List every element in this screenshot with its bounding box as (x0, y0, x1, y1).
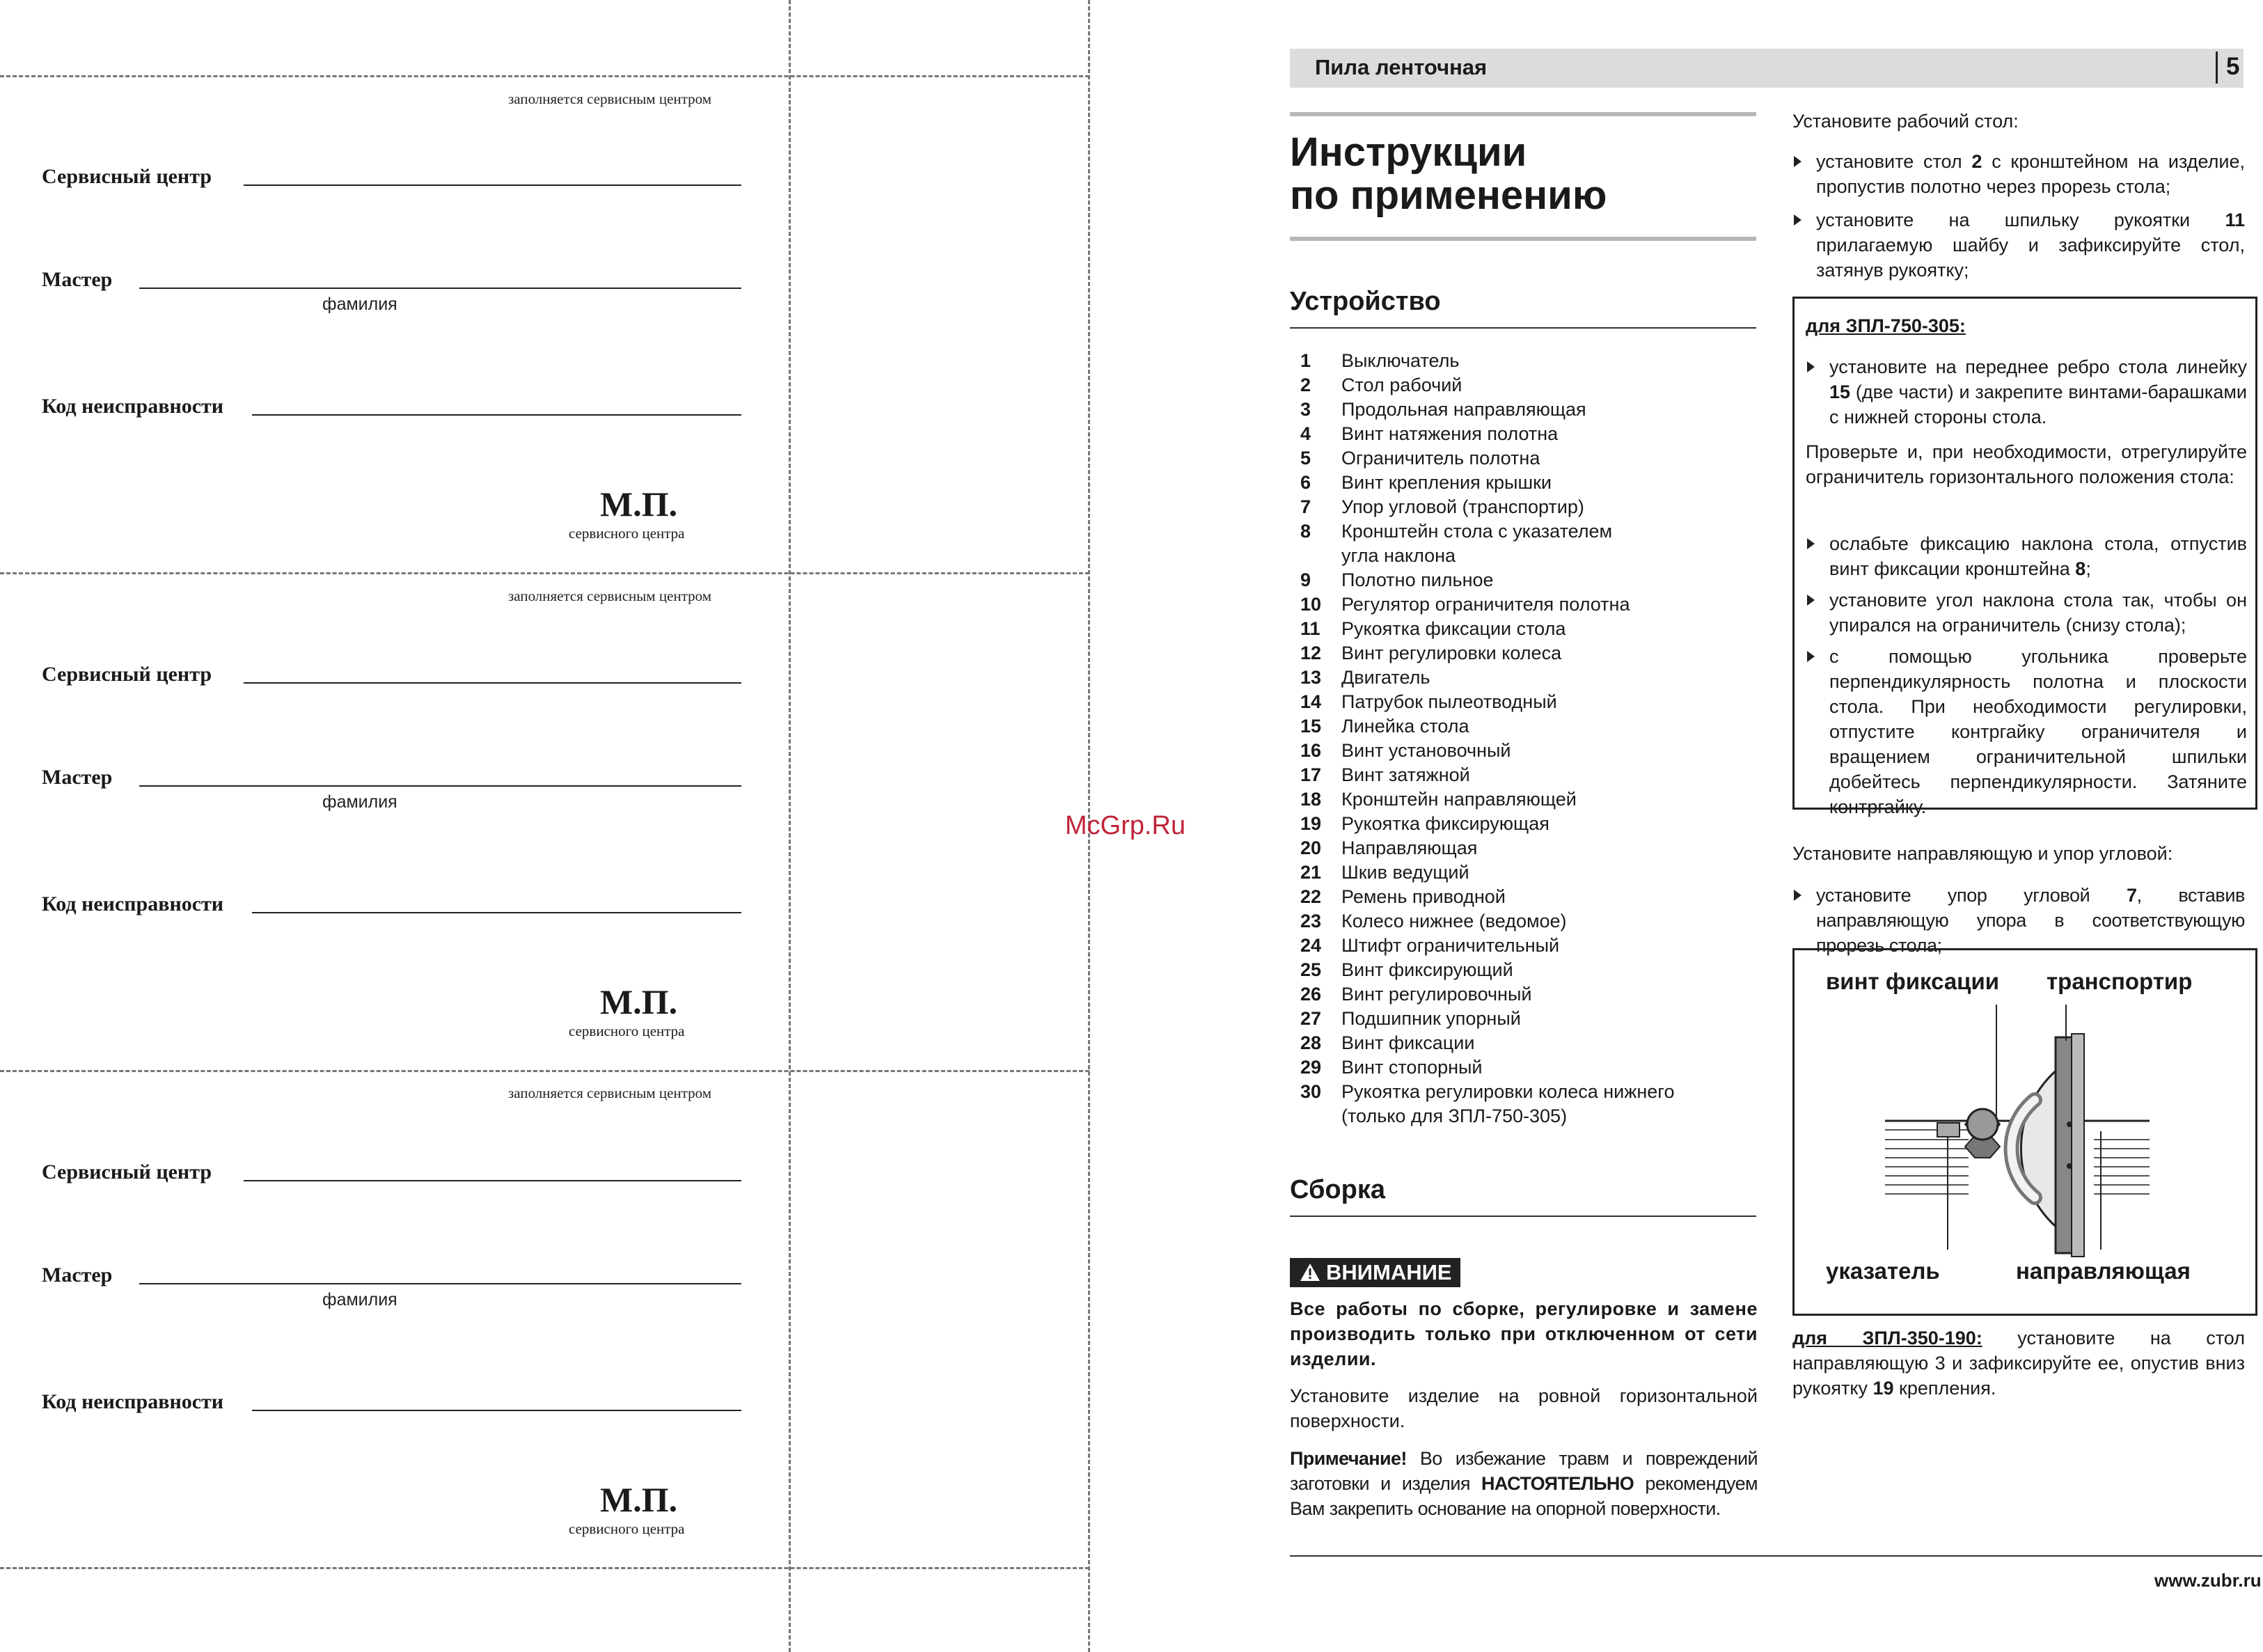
zpl350-label (1792, 1328, 1982, 1348)
card-hint: заполняется сервисным центром (508, 588, 712, 604)
part-name: Винт натяжения полотна (1341, 423, 1559, 444)
text: установите угол наклона стола так, чтобы он упирался на ограничитель (снизу стола); (1829, 590, 2247, 636)
service-center-label: Сервисный центр (42, 663, 212, 686)
warning-icon (1300, 1260, 1320, 1279)
part-number: 21 (1300, 862, 1322, 883)
bullet-icon (1794, 890, 1801, 901)
stamp-label: М.П. (600, 982, 678, 1021)
main-title (1290, 131, 1607, 217)
part-name: Линейка стола (1341, 716, 1469, 737)
stamp-caption: сервисного центра (569, 1023, 685, 1039)
watermark: McGrp.Ru (1065, 811, 1186, 840)
ref-number: 15 (1829, 381, 1851, 402)
header-divider (2216, 52, 2218, 84)
page-header-title: Пила ленточная (1315, 55, 1488, 79)
master-label: Мастер (42, 1264, 113, 1287)
card-hint: заполняется сервисным центром (508, 1085, 712, 1101)
part-name: Кронштейн направляющей (1341, 789, 1577, 810)
part-number: 23 (1300, 911, 1322, 931)
text: с помощью угольника проверьте перпендикулярность полотна и плоскости стола. При необходимости регулировки, отпустите контргайку ограничителя и вращением ограничительной шпильки добейтесь перпендикулярности. Затяните контргайку. (1829, 646, 2247, 817)
bullet-icon (1807, 361, 1815, 372)
fault-code-label: Код неисправности (42, 395, 224, 418)
service-center-field[interactable] (244, 682, 741, 684)
protractor-figure (1792, 948, 2257, 1316)
part-number: 17 (1300, 764, 1322, 785)
part-name: Винт затяжной (1341, 764, 1470, 785)
footer-url: www.zubr.ru (2154, 1570, 2262, 1591)
surname-caption: фамилия (322, 1290, 397, 1309)
text: крепления. (1893, 1378, 1996, 1399)
warning-badge (1290, 1258, 1460, 1287)
figure-label-protractor: транспортир (2047, 968, 2193, 994)
part-name: Винт регулировки колеса (1341, 643, 1562, 663)
part-name: Винт фиксации (1341, 1032, 1475, 1053)
master-field[interactable] (139, 288, 741, 289)
box-bullet-1 (1806, 354, 2247, 430)
part-name: Ремень приводной (1341, 886, 1506, 907)
part-name: Направляющая (1341, 837, 1478, 858)
part-name: Штифт ограничительный (1341, 935, 1560, 956)
master-label: Мастер (42, 766, 113, 789)
page-number: 5 (2226, 53, 2240, 80)
cut-line-horizontal-2 (0, 572, 1089, 574)
part-name: Продольная направляющая (1341, 399, 1586, 420)
part-number: 28 (1300, 1032, 1322, 1053)
text: (две части) и закрепите винтами-барашками с нижней стороны стола. (1829, 381, 2247, 427)
part-number: 18 (1300, 789, 1322, 810)
surname-caption: фамилия (322, 294, 397, 314)
part-name: Винт крепления крышки (1341, 472, 1552, 493)
note-emphasis: НАСТОЯТЕЛЬНО (1481, 1473, 1634, 1494)
part-name: Рукоятка фиксации стола (1341, 618, 1566, 639)
text: , вставив направляющую упора в соответствующую прорезь стола; (1816, 885, 2246, 956)
assembly-heading-rule (1290, 1216, 1756, 1217)
box-bullet-4 (1806, 644, 2247, 819)
part-number: 9 (1300, 569, 1311, 590)
fault-code-label: Код неисправности (42, 892, 224, 915)
part-number: 11 (1300, 618, 1320, 639)
ref-number: 8 (2075, 558, 2086, 579)
part-name: Винт регулировочный (1341, 984, 1532, 1005)
protractor-drawing (1795, 950, 2255, 1314)
master-field[interactable] (139, 1283, 741, 1284)
title-rule-top (1290, 112, 1756, 116)
part-name: Выключатель (1341, 350, 1460, 371)
part-number: 6 (1300, 472, 1311, 493)
part-number: 22 (1300, 886, 1322, 907)
part-name: Винт фиксирующий (1341, 959, 1513, 980)
part-number: 3 (1300, 399, 1311, 420)
footer-rule (1290, 1555, 2262, 1557)
main-title-line-2: по применению (1290, 173, 1607, 218)
bullet-icon (1807, 538, 1815, 549)
title-rule-bottom (1290, 237, 1756, 241)
device-heading-rule (1290, 327, 1756, 329)
device-heading: Устройство (1290, 287, 1441, 316)
cut-line-horizontal-4 (0, 1567, 1089, 1569)
part-number: 2 (1300, 375, 1311, 395)
box-paragraph: Проверьте и, при необходимости, отрегулируйте ограничитель горизонтального положения стола: (1806, 441, 2247, 487)
ref-number: 2 (1971, 151, 1982, 172)
text: установите упор угловой (1816, 885, 2127, 906)
table-bullet-1 (1792, 149, 2245, 199)
part-number: 13 (1300, 667, 1322, 688)
part-number: 14 (1300, 691, 1322, 712)
part-name: Ограничитель полотна (1341, 448, 1540, 469)
guide-bullet-1 (1792, 883, 2245, 958)
note-paragraph (1290, 1446, 1758, 1521)
part-name: Полотно пильное (1341, 569, 1494, 590)
card-hint: заполняется сервисным центром (508, 91, 712, 107)
part-name: Стол рабочий (1341, 375, 1462, 395)
part-number: 24 (1300, 935, 1322, 956)
assembly-heading: Сборка (1290, 1175, 1385, 1204)
install-surface-text: Установите изделие на ровной горизонтальной поверхности. (1290, 1385, 1758, 1431)
master-field[interactable] (139, 785, 741, 787)
part-number: 5 (1300, 448, 1311, 469)
part-number: 25 (1300, 959, 1322, 980)
part-name: (только для ЗПЛ-750-305) (1341, 1106, 1568, 1126)
fault-code-field[interactable] (252, 414, 741, 416)
part-name: Регулятор ограничителя полотна (1341, 594, 1630, 615)
table-intro: Установите рабочий стол: (1792, 111, 2019, 132)
box-bullet-3 (1806, 588, 2247, 638)
part-name: Двигатель (1341, 667, 1430, 688)
table-bullet-2 (1792, 207, 2245, 283)
figure-label-pointer: указатель (1826, 1258, 1940, 1284)
part-number: 4 (1300, 423, 1311, 444)
part-name: Патрубок пылеотводный (1341, 691, 1557, 712)
part-number: 15 (1300, 716, 1322, 737)
part-name: Винт стопорный (1341, 1057, 1483, 1078)
page-header-bar (1290, 49, 2244, 88)
part-number: 27 (1300, 1008, 1322, 1029)
figure-label-fixing-screw: винт фиксации (1826, 968, 2000, 994)
master-label: Мастер (42, 268, 113, 291)
part-name: Кронштейн стола с указателем (1341, 521, 1613, 542)
text: ; (2085, 558, 2091, 579)
bullet-icon (1794, 214, 1801, 226)
note-text-2: рекомендуем Вам закрепить основание на опорной поверхности. (1290, 1473, 1758, 1519)
part-number: 12 (1300, 643, 1322, 663)
zpl750-title (1806, 315, 1966, 337)
zpl350-label-text: для ЗПЛ-350-190: (1792, 1328, 1982, 1348)
part-name: угла наклона (1341, 545, 1456, 566)
guide-intro: Установите направляющую и упор угловой: (1792, 843, 2173, 864)
part-number: 7 (1300, 496, 1311, 517)
main-title-line-1: Инструкции (1290, 129, 1527, 175)
surname-caption: фамилия (322, 792, 397, 812)
fault-code-label: Код неисправности (42, 1390, 224, 1413)
part-name: Рукоятка фиксирующая (1341, 813, 1550, 834)
zpl350-paragraph (1792, 1325, 2245, 1401)
service-center-label: Сервисный центр (42, 165, 212, 188)
part-number: 10 (1300, 594, 1322, 615)
box-bullet-2 (1806, 531, 2247, 581)
bullet-icon (1807, 595, 1815, 606)
part-name: Подшипник упорный (1341, 1008, 1521, 1029)
stamp-label: М.П. (600, 485, 678, 524)
part-name: Винт установочный (1341, 740, 1511, 761)
part-number: 30 (1300, 1081, 1322, 1102)
text: установите стол (1816, 151, 1972, 172)
note-label: Примечание! (1290, 1448, 1407, 1469)
bullet-icon (1794, 156, 1801, 167)
part-number: 1 (1300, 350, 1311, 371)
cut-line-horizontal-1 (0, 75, 1089, 77)
text: прилагаемую шайбу и зафиксируйте стол, затянув рукоятку; (1816, 235, 2245, 281)
part-name: Упор угловой (транспортир) (1341, 496, 1584, 517)
stamp-label: М.П. (600, 1480, 678, 1519)
bullet-icon (1807, 651, 1815, 662)
service-center-field[interactable] (244, 1180, 741, 1181)
part-number: 19 (1300, 813, 1322, 834)
text: с кронштейном на изделие, пропустив полотно через прорезь стола; (1816, 151, 2245, 197)
ref-number: 11 (2225, 210, 2245, 230)
text: установите на переднее ребро стола линейку (1829, 356, 2247, 377)
part-name: Колесо нижнее (ведомое) (1341, 911, 1567, 931)
part-number: 29 (1300, 1057, 1322, 1078)
figure-label-guide: направляющая (2016, 1258, 2191, 1284)
part-number: 8 (1300, 521, 1311, 542)
stamp-caption: сервисного центра (569, 1520, 685, 1537)
warning-label: ВНИМАНИЕ (1326, 1260, 1452, 1284)
part-number: 26 (1300, 984, 1322, 1005)
zpl750-box (1792, 297, 2257, 817)
ref-number: 7 (2127, 885, 2137, 906)
fault-code-field[interactable] (252, 1410, 741, 1411)
note-text-1: Во избежание травм и повреждений заготовки и изделия (1290, 1448, 1758, 1494)
part-name: Рукоятка регулировки колеса нижнего (1341, 1081, 1675, 1102)
part-name: Шкив ведущий (1341, 862, 1469, 883)
stamp-caption: сервисного центра (569, 525, 685, 542)
cut-line-vertical-1 (789, 0, 791, 1652)
text: установите на шпильку рукоятки (1816, 210, 2225, 230)
part-number: 20 (1300, 837, 1322, 858)
service-center-field[interactable] (244, 184, 741, 186)
fault-code-field[interactable] (252, 912, 741, 913)
ref-number: 19 (1872, 1378, 1894, 1399)
zpl750-title-text: для ЗПЛ-750-305: (1806, 315, 1966, 336)
text: ослабьте фиксацию наклона стола, отпустив винт фиксации кронштейна (1829, 533, 2247, 579)
service-center-label: Сервисный центр (42, 1161, 212, 1183)
warning-text: Все работы по сборке, регулировке и замене производить только при отключенном от сети изделии. (1290, 1298, 1758, 1369)
text: установите на стол направляющую 3 и зафиксируйте ее, опустив вниз рукоятку (1792, 1328, 2245, 1399)
cut-line-horizontal-3 (0, 1070, 1089, 1072)
part-number: 16 (1300, 740, 1322, 761)
